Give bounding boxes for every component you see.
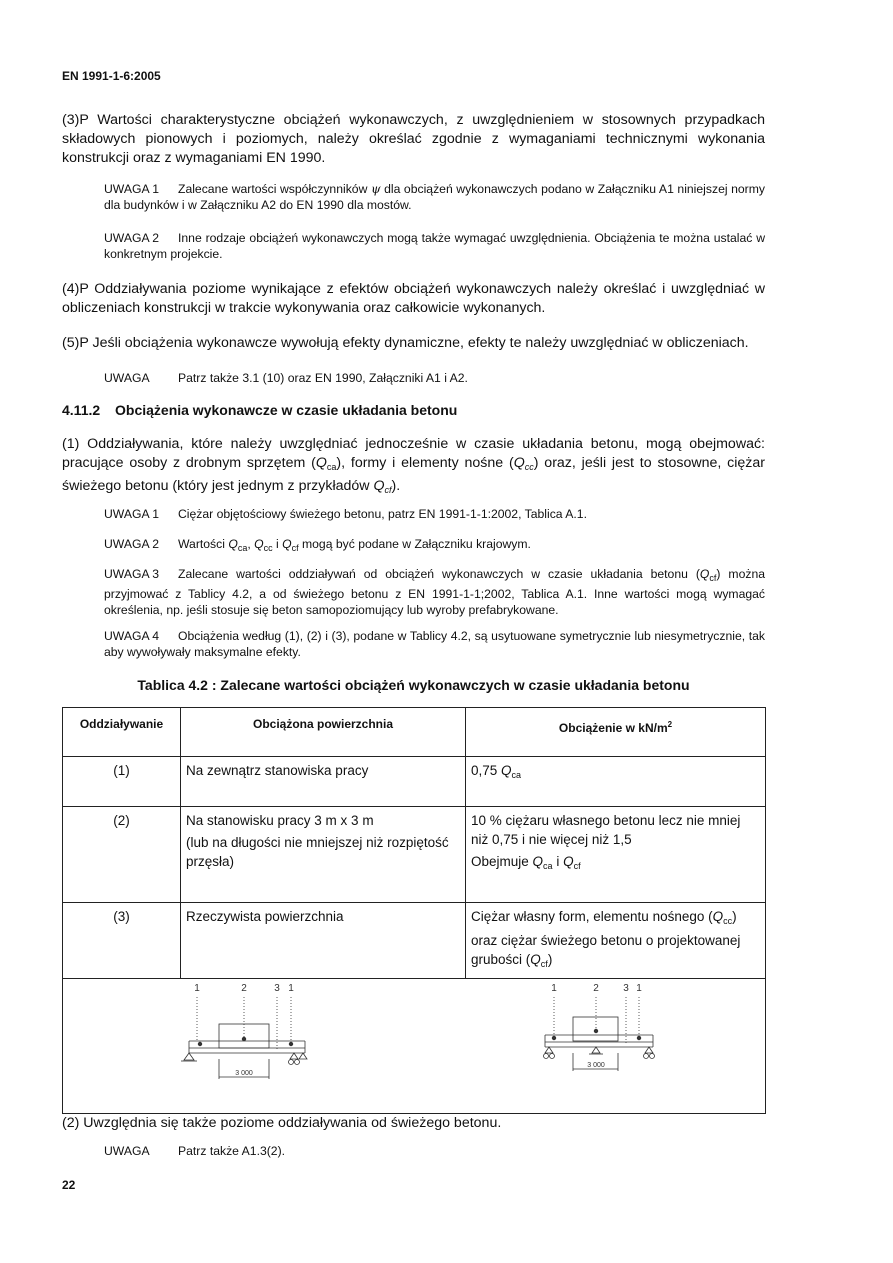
text: ) oraz, jeśli jest to stosowne, ciężar świeżego betonu (który jest jednym z przykładów [62,455,765,494]
note-label: UWAGA 2 [104,537,160,551]
note-label: UWAGA 4 [104,629,160,643]
paragraph-3p: (3)P Wartości charakterystyczne obciążeń wykonawczych, z uwzględnieniem w stosownych przypadkach składowych pionowych i poziomych, należy określać zgodnie z wymaganiami technicznymi wykonania konstrukcji oraz z wymaganiami EN 1990. [62,112,765,166]
text: (1) Oddziaływania, które należy uwzględniać jednocześnie w czasie układania betonu, mogą obejmować: pracujące osoby z drobnym sprzętem ( [62,436,765,471]
figure-cell [63,979,766,1114]
row-id: (1) [63,757,181,807]
load-text: Ciężar własny form, elementu nośnego ( [471,909,713,924]
page-number: 22 [62,1178,76,1192]
table-header-row [63,708,766,757]
q-symbol: Q [373,478,385,494]
section-title: Obciążenia wykonawcze w czasie układania betonu [115,402,458,418]
q-symbol: Q [254,537,264,551]
diagram-label: 2 [593,983,599,994]
q-symbol: Q [712,909,724,924]
q-symbol: Q [282,537,292,551]
note-1 [104,181,765,213]
area-text: Na stanowisku pracy 3 m x 3 m [186,813,374,828]
load-diagrams [63,979,763,1113]
q-symbol: Q [228,537,238,551]
diagram-label: 1 [288,983,294,994]
header-load-text: Obciążenie w kN/m [558,721,668,735]
load-text: ) oraz ciężar świeżego betonu o projektowanej grubości ( [471,909,741,967]
paragraph-5p: (5)P Jeśli obciążenia wykonawcze wywołują efekty dynamiczne, efekty te należy uwzględniać w obliczeniach. [62,335,749,351]
note-text: Ciężar objętościowy świeżego betonu, patrz EN 1991-1-1:2002, Tablica A.1. [178,507,587,521]
dimension-label: 3 000 [235,1070,253,1077]
dimension-label: 3 000 [587,1062,605,1069]
subscript: cf [573,861,581,871]
row-load [466,757,766,807]
note-end [104,1143,765,1159]
note-label: UWAGA 3 [104,567,160,581]
psi-symbol: ψ [370,182,381,196]
area-note: (lub na długości nie mniejszej niż rozpiętość przęsła) [186,835,449,869]
diagram-label: 1 [194,983,200,994]
row-area: Na zewnątrz stanowiska pracy [181,757,466,807]
note-b3 [104,566,765,618]
subscript: cf [291,543,299,553]
diagram-left [181,983,307,1079]
superscript: 2 [667,720,673,729]
diagram-label: 3 [623,983,629,994]
subscript: ca [511,770,522,780]
note-p5 [104,370,765,386]
paragraph-1 [62,435,765,500]
load-text: 10 % ciężaru własnego betonu lecz nie mniej niż 0,75 i nie więcej niż 1,5 [471,813,741,847]
note-text: Zalecane wartości współczynników [178,182,371,196]
diagram-label: 1 [636,983,642,994]
row-area [181,807,466,903]
subscript: ca [237,543,248,553]
subscript: ca [326,462,337,472]
q-symbol: Q [501,763,512,778]
table-caption: Tablica 4.2 : Zalecane wartości obciążeń wykonawczych w czasie układania betonu [137,677,690,693]
note-text: Inne rodzaje obciążeń wykonawczych mogą także wymagać uwzględnienia. Obciążenia te można ustalać w konkretnym projekcie. [104,231,765,261]
diagram-label: 2 [241,983,247,994]
note-text: mogą być podane w Załączniku krajowym. [298,537,531,551]
subscript: ca [543,861,553,871]
figure-row [63,979,766,1114]
diagram-right [544,983,655,1071]
note-text: , [247,537,255,551]
section-number: 4.11.2 [62,402,101,418]
note-label: UWAGA 1 [104,182,160,196]
note-label: UWAGA 2 [104,231,160,245]
load-value: 0,75 [471,763,502,778]
q-symbol: Q [532,854,544,869]
note-label: UWAGA [104,371,150,385]
text: ), formy i elementy nośne ( [336,455,514,471]
header-load [466,708,766,757]
note-text: Obciążenia według (1), (2) i (3), podane w Tablicy 4.2, są usytuowane symetrycznie lub niesymetrycznie, tak aby wywoływały maksymalne efekty. [104,629,765,659]
note-text: Patrz także 3.1 (10) oraz EN 1990, Załączniki A1 i A2. [178,371,468,385]
note-b2 [104,536,765,556]
note-text: i [272,537,283,551]
subscript: cc [263,543,273,553]
note-text: Zalecane wartości oddziaływań od obciążeń wykonawczych w czasie układania betonu ( [178,567,700,581]
row-load [466,807,766,903]
load-text: Obejmuje [471,854,533,869]
note-text: Patrz także A1.3(2). [178,1144,286,1158]
subscript: cf [709,573,717,583]
row-id: (2) [63,807,181,903]
table-row [63,807,766,903]
note-text: dla obciążeń wykonawczych podano w Załączniku A1 niniejszej normy dla budynków i w Załączniku A2 do EN 1990 dla mostów. [104,182,765,212]
subscript: cf [384,485,392,495]
note-b1 [104,506,765,522]
note-b4 [104,628,765,660]
header-action: Oddziaływanie [63,708,181,757]
q-symbol: Q [699,567,710,581]
text: ). [391,478,401,494]
load-text: i [552,854,564,869]
note-text: ) można przyjmować z Tablicy 4.2, a od świeżego betonu z EN 1991-1-1;2002, Tablica A.1. Inne wartości mogą wymagać określenia, np. jeśli stosuje się beton samopoziomujący lub wyroby prefabrykowane. [104,567,765,617]
note-2 [104,230,765,262]
table-row [63,903,766,979]
loads-table [62,707,766,1114]
row-id: (3) [63,903,181,979]
subscript: cc [524,462,534,472]
q-symbol: Q [563,854,574,869]
header-area: Obciążona powierzchnia [181,708,466,757]
table-row [63,757,766,807]
load-text: ) [547,952,553,967]
q-symbol: Q [530,952,541,967]
subscript: cf [540,959,548,969]
section-heading [62,402,457,418]
subscript: cc [723,916,733,926]
paragraph-4p: (4)P Oddziaływania poziome wynikające z efektów obciążeń wykonawczych należy określać i uwzględniać w obliczeniach konstrukcji w trakcie wykonywania oraz całkowicie wykonanych. [62,281,765,316]
q-symbol: Q [315,455,327,471]
note-text: Wartości [178,537,229,551]
note-label: UWAGA [104,1144,150,1158]
q-symbol: Q [513,455,525,471]
diagram-label: 1 [551,983,557,994]
diagram-label: 3 [274,983,280,994]
row-load [466,903,766,979]
row-area: Rzeczywista powierzchnia [181,903,466,979]
note-label: UWAGA 1 [104,507,160,521]
standard-header: EN 1991-1-6:2005 [62,69,161,83]
paragraph-2: (2) Uwzględnia się także poziome oddziaływania od świeżego betonu. [62,1115,502,1131]
